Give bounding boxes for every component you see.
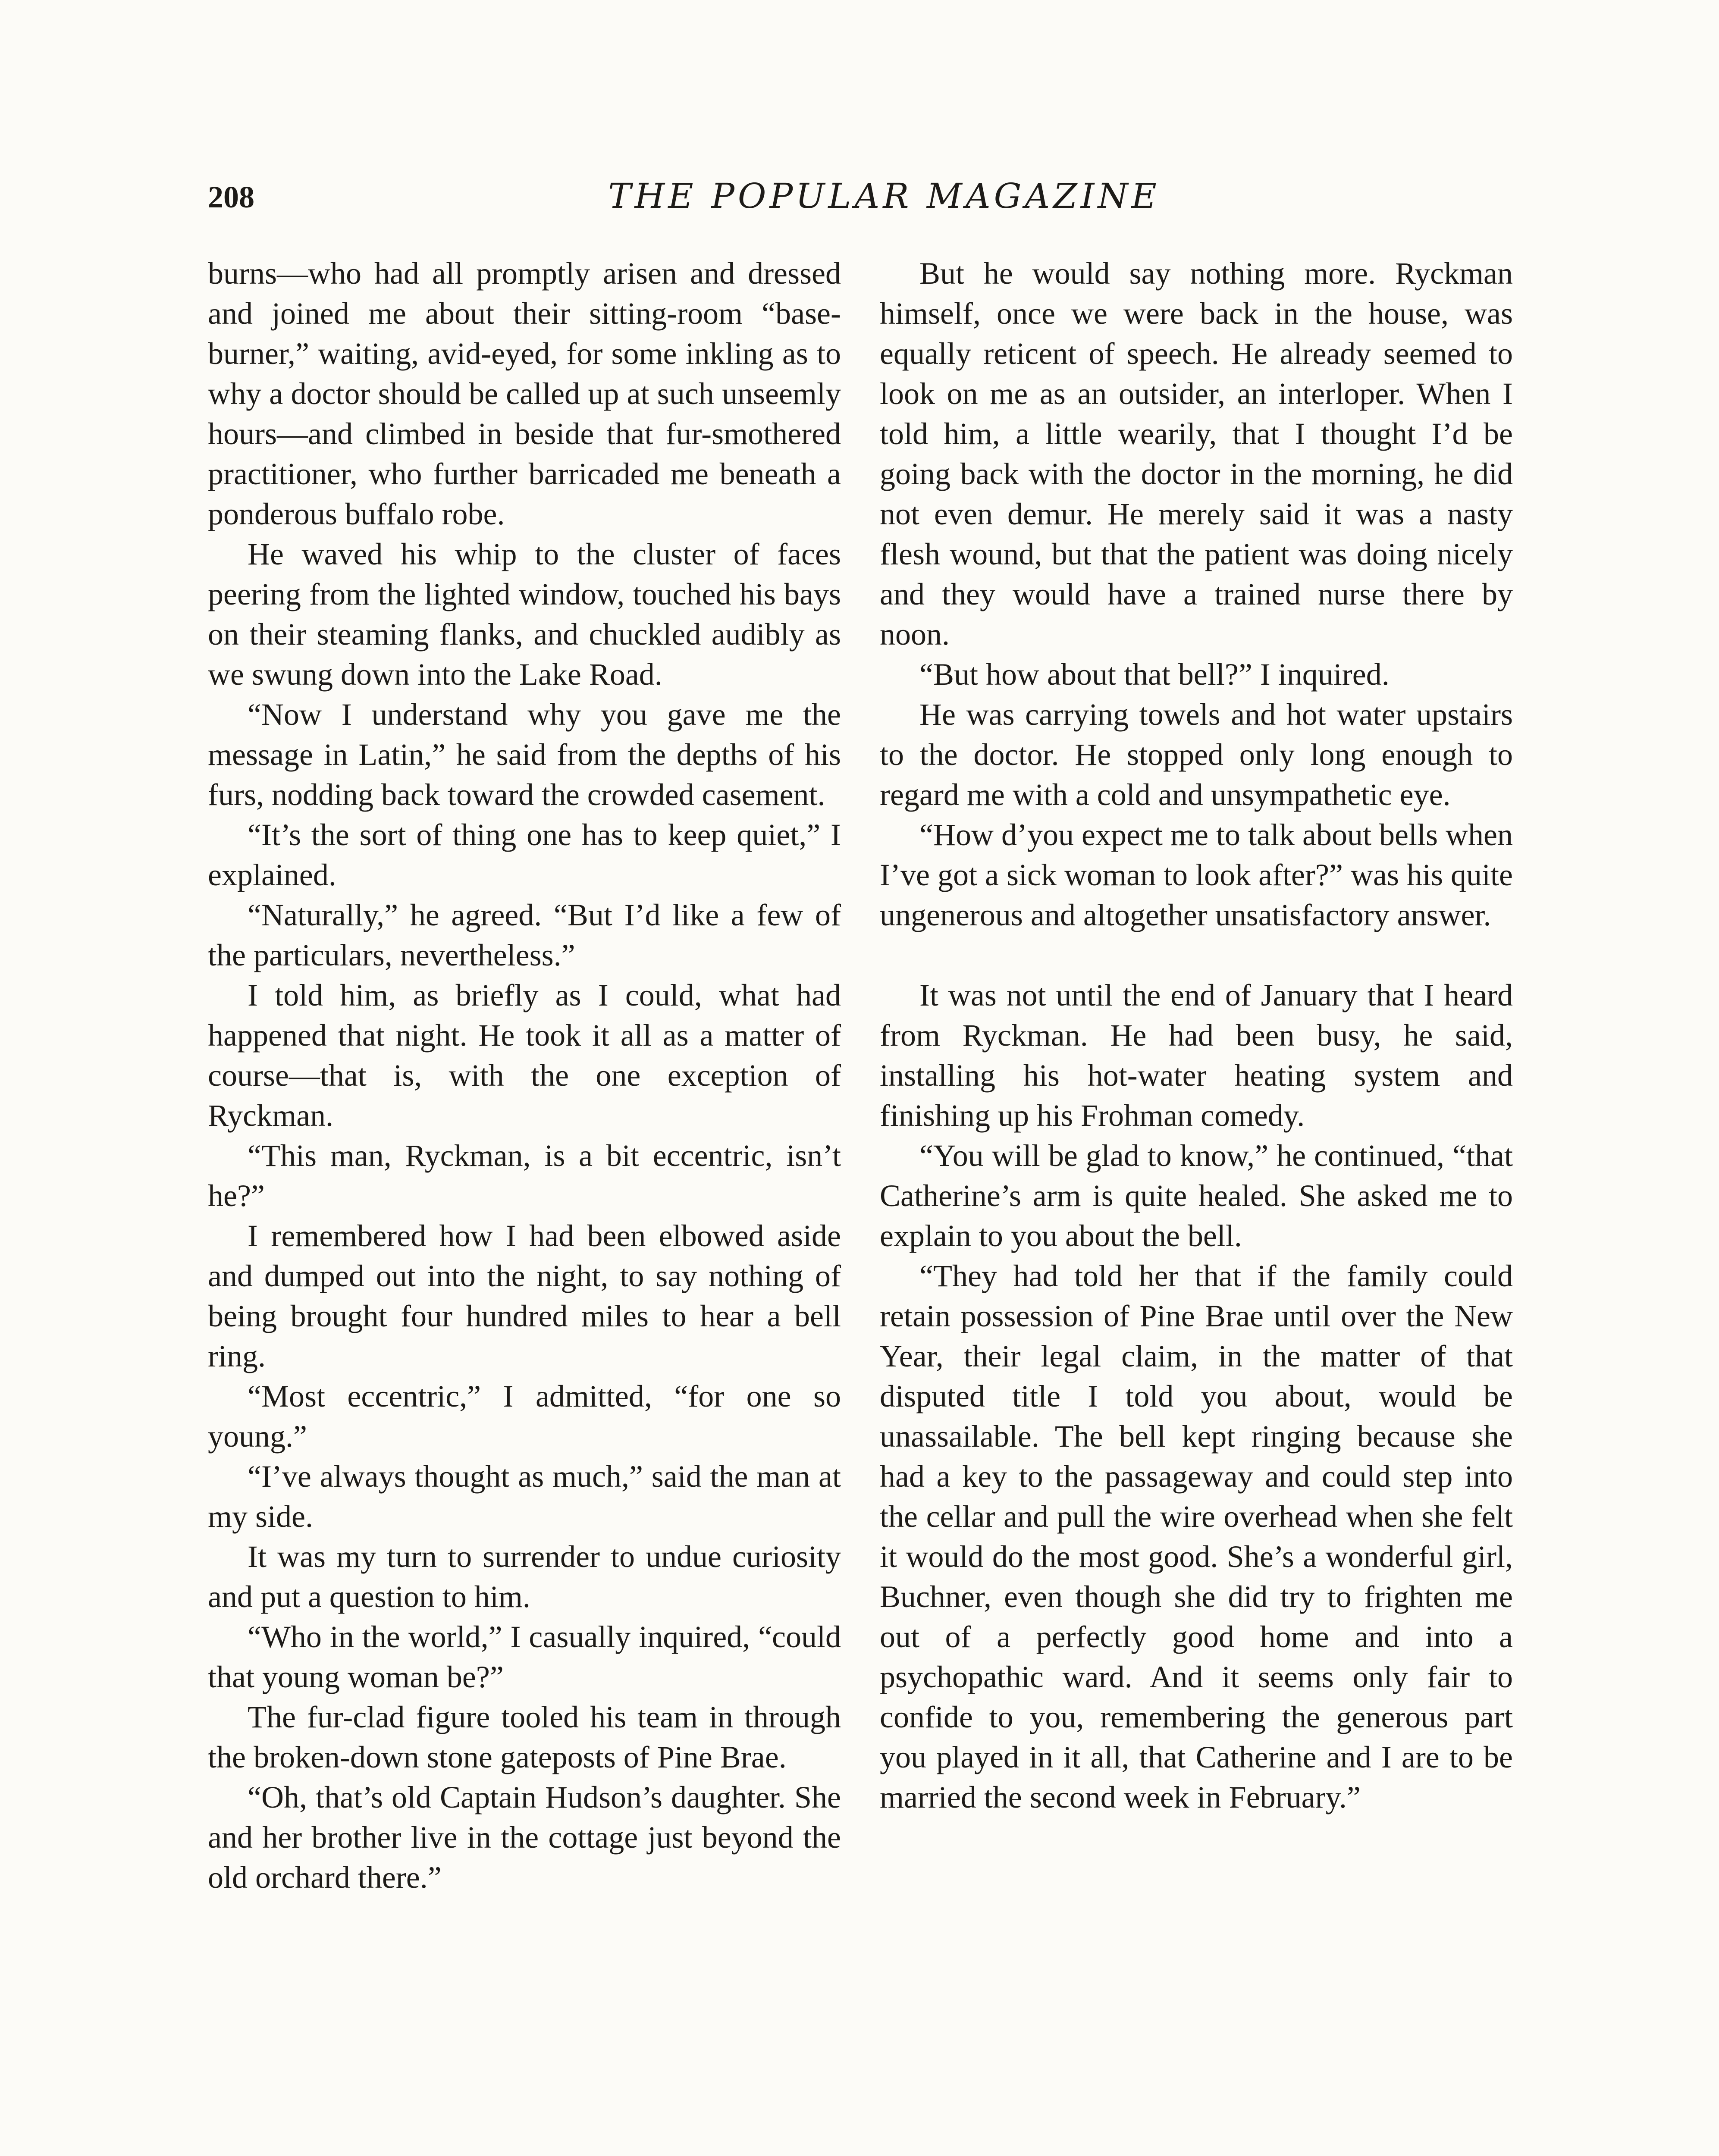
left-paragraph: “I’ve always thought as much,” said the man at my side.: [208, 1459, 841, 1534]
right-paragraph: He was carrying towels and hot water upstairs to the doctor. He stopped only long enough to regard me with a cold and unsympathetic eye.: [880, 697, 1513, 812]
left-column: [208, 254, 841, 1898]
left-paragraph: “Who in the world,” I casually inquired, “could that young woman be?”: [208, 1620, 841, 1694]
left-paragraph: “It’s the sort of thing one has to keep quiet,” I explained.: [208, 818, 841, 892]
right-paragraph: But he would say nothing more. Ryckman himself, once we were back in the house, was equally reticent of speech. He already seemed to look on me as an outsider, an interloper. When I told him, a little wearily, that I thought I’d be going back with the doctor in the morning, he did not even demur. He merely said it was a nasty flesh wound, but that the patient was doing nicely and they would have a trained nurse there by noon.: [880, 256, 1513, 652]
page-number: 208: [208, 180, 254, 214]
left-paragraph: “Most eccentric,” I admitted, “for one so young.”: [208, 1379, 841, 1454]
right-paragraph: “They had told her that if the family could retain possession of Pine Brae until over the New Year, their legal claim, in the matter of that disputed title I told you about, would be unassailable. The bell kept ringing because she had a key to the passageway and could step into the cellar and pull the wire overhead when she felt it would do the most good. She’s a wonderful girl, Buchner, even though she did try to frighten me out of a perfectly good home and into a psychopathic ward. And it seems only fair to confide to you, remembering the generous part you played in it all, that Catherine and I are to be married the second week in February.”: [880, 1259, 1513, 1814]
right-paragraph: “You will be glad to know,” he continued, “that Catherine’s arm is quite healed. She asked me to explain to you about the bell.: [880, 1138, 1513, 1253]
left-paragraph: He waved his whip to the cluster of faces peering from the lighted window, touched his bays on their steaming flanks, and chuckled audibly as we swung down into the Lake Road.: [208, 537, 841, 692]
left-paragraph: I remembered how I had been elbowed aside and dumped out into the night, to say nothing of being brought four hundred miles to hear a bell ring.: [208, 1219, 841, 1373]
running-head: THE POPULAR MAGAZINE: [608, 176, 1160, 216]
left-paragraph: “This man, Ryckman, is a bit eccentric, isn’t he?”: [208, 1138, 841, 1213]
right-paragraph: “How d’you expect me to talk about bells when I’ve got a sick woman to look after?” was his quite ungenerous and altogether unsatisfactory answer.: [880, 818, 1513, 932]
left-paragraph: “Naturally,” he agreed. “But I’d like a few of the particulars, nevertheless.”: [208, 898, 841, 972]
left-paragraph: burns—who had all promptly arisen and dressed and joined me about their sitting-room “base-burner,” waiting, avid-eyed, for some inkling as to why a doctor should be called up at such unseemly hours—and climbed in beside that fur-smothered practitioner, who further barricaded me beneath a ponderous buffalo robe.: [208, 256, 841, 531]
left-paragraph: “Oh, that’s old Captain Hudson’s daughter. She and her brother live in the cottage just beyond the old orchard there.”: [208, 1780, 841, 1895]
right-paragraph: It was not until the end of January that I heard from Ryckman. He had been busy, he said, installing his hot-water heating system and finishing up his Frohman comedy.: [880, 978, 1513, 1133]
right-column: [880, 254, 1513, 1818]
left-paragraph: I told him, as briefly as I could, what had happened that night. He took it all as a matter of course—that is, with the one exception of Ryckman.: [208, 978, 841, 1133]
left-paragraph: It was my turn to surrender to undue curiosity and put a question to him.: [208, 1539, 841, 1614]
left-paragraph: “Now I understand why you gave me the message in Latin,” he said from the depths of his furs, nodding back toward the crowded casement.: [208, 697, 841, 812]
right-paragraph: “But how about that bell?” I inquired.: [919, 657, 1390, 692]
left-paragraph: The fur-clad figure tooled his team in through the broken-down stone gateposts of Pine Brae.: [208, 1700, 841, 1774]
